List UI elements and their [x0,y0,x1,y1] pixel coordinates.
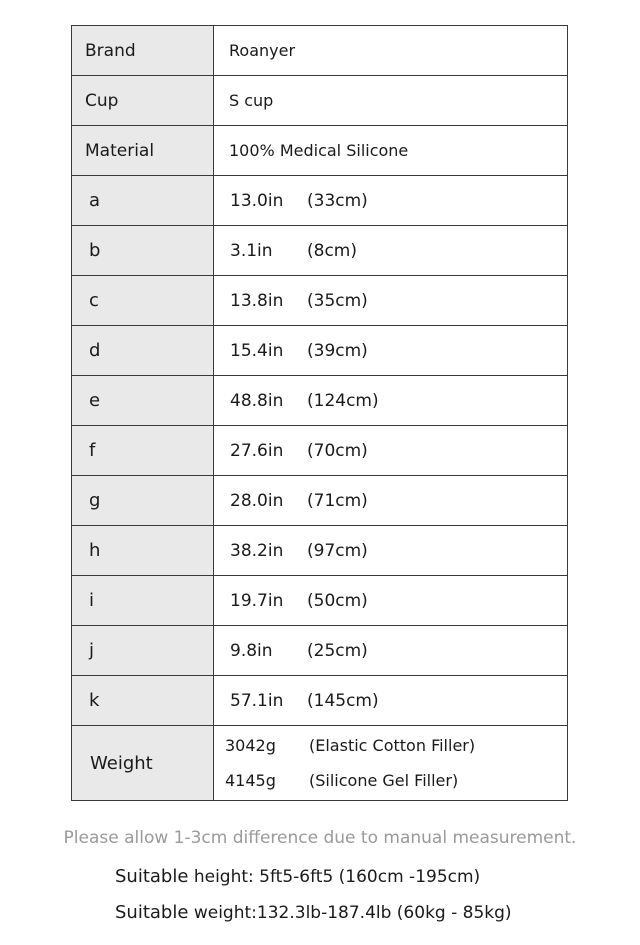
weight-row [72,726,568,801]
suitable-word: Suitable [115,902,189,923]
dimension-label: k [89,690,100,711]
dimension-label: i [89,590,95,611]
spec-value-cell [214,126,568,176]
dimension-value-cell [214,526,568,576]
dimension-value-cell [214,376,568,426]
spec-label: Cup [85,90,119,111]
spec-label-cell [72,26,214,76]
dimension-inches: 57.1in [230,690,284,711]
spec-label-cell [72,126,214,176]
dimension-row-f [72,426,568,476]
dimension-inches: 19.7in [230,590,284,611]
dimension-row-h [72,526,568,576]
spec-label: Material [85,140,155,161]
spec-label-cell [72,76,214,126]
dimension-inches: 3.1in [230,240,273,261]
dimension-inches: 38.2in [230,540,284,561]
dimension-label-cell [72,376,214,426]
dimension-label: j [89,640,95,661]
dimension-cm: (50cm) [307,590,368,611]
weight-option [214,763,567,798]
dimension-label-cell [72,176,214,226]
dimension-row-g [72,476,568,526]
dimension-value-cell [214,676,568,726]
dimension-inches: 13.0in [230,190,284,211]
dimension-cm: (35cm) [307,290,368,311]
dimension-cm: (70cm) [307,440,368,461]
dimension-cm: (71cm) [307,490,368,511]
suitable-height [115,866,480,887]
dimension-cm: (33cm) [307,190,368,211]
weight-grams: 4145g [225,771,276,790]
spec-row-brand [72,26,568,76]
dimension-label: a [89,190,101,211]
dimension-label: b [89,240,101,261]
suitable-weight [115,902,512,923]
spec-value: Roanyer [229,41,296,60]
dimension-cm: (97cm) [307,540,368,561]
weight-value-cell [214,726,568,801]
dimension-value-cell [214,326,568,376]
dimension-inches: 13.8in [230,290,284,311]
spec-value: 100% Medical Silicone [229,141,409,160]
weight-grams: 3042g [225,736,276,755]
dimension-label-cell [72,676,214,726]
dimension-row-c [72,276,568,326]
measurement-note: Please allow 1-3cm difference due to manual measurement. [63,828,577,848]
suitable-weight-value: :132.3lb-187.4lb (60kg - 85kg) [251,903,512,923]
dimension-cm: (25cm) [307,640,368,661]
dimension-label: d [89,340,101,361]
dimension-cm: (124cm) [307,390,379,411]
dimension-label: g [89,490,101,511]
dimension-row-a [72,176,568,226]
spec-value-cell [214,76,568,126]
dimension-inches: 28.0in [230,490,284,511]
dimension-value-cell [214,626,568,676]
dimension-label-cell [72,276,214,326]
weight-filler: (Elastic Cotton Filler) [309,736,476,755]
dimension-row-i [72,576,568,626]
dimension-label: c [89,290,99,311]
dimension-row-b [72,226,568,276]
spec-row-cup [72,76,568,126]
spec-label: Brand [85,40,136,61]
dimension-label-cell [72,576,214,626]
dimension-value-cell [214,226,568,276]
dimension-inches: 48.8in [230,390,284,411]
dimension-row-d [72,326,568,376]
dimension-inches: 9.8in [230,640,273,661]
dimension-label-cell [72,476,214,526]
spec-row-material [72,126,568,176]
dimension-label-cell [72,426,214,476]
dimension-row-k [72,676,568,726]
suitable-height-value: : 5ft5-6ft5 (160cm -195cm) [248,867,481,887]
dimension-value-cell [214,576,568,626]
dimension-value-cell [214,276,568,326]
dimension-label: f [89,440,96,461]
weight-option [214,728,567,763]
spec-value-cell [214,26,568,76]
dimension-cm: (8cm) [307,240,357,261]
dimension-label-cell [72,526,214,576]
dimension-label: e [89,390,101,411]
spec-value: S cup [229,91,274,110]
dimension-inches: 27.6in [230,440,284,461]
spec-table [71,25,568,801]
suitable-weight-label: weight [193,903,252,923]
dimension-value-cell [214,476,568,526]
dimension-row-j [72,626,568,676]
suitable-word: Suitable [115,866,189,887]
dimension-value-cell [214,426,568,476]
weight-label-cell [72,726,214,801]
dimension-row-e [72,376,568,426]
dimension-cm: (145cm) [307,690,379,711]
dimension-label-cell [72,626,214,676]
suitable-height-label: height [193,867,249,887]
dimension-label-cell [72,326,214,376]
dimension-value-cell [214,176,568,226]
dimension-label-cell [72,226,214,276]
dimension-label: h [89,540,101,561]
weight-label: Weight [90,752,153,774]
dimension-cm: (39cm) [307,340,368,361]
weight-filler: (Silicone Gel Filler) [309,771,459,790]
dimension-inches: 15.4in [230,340,284,361]
